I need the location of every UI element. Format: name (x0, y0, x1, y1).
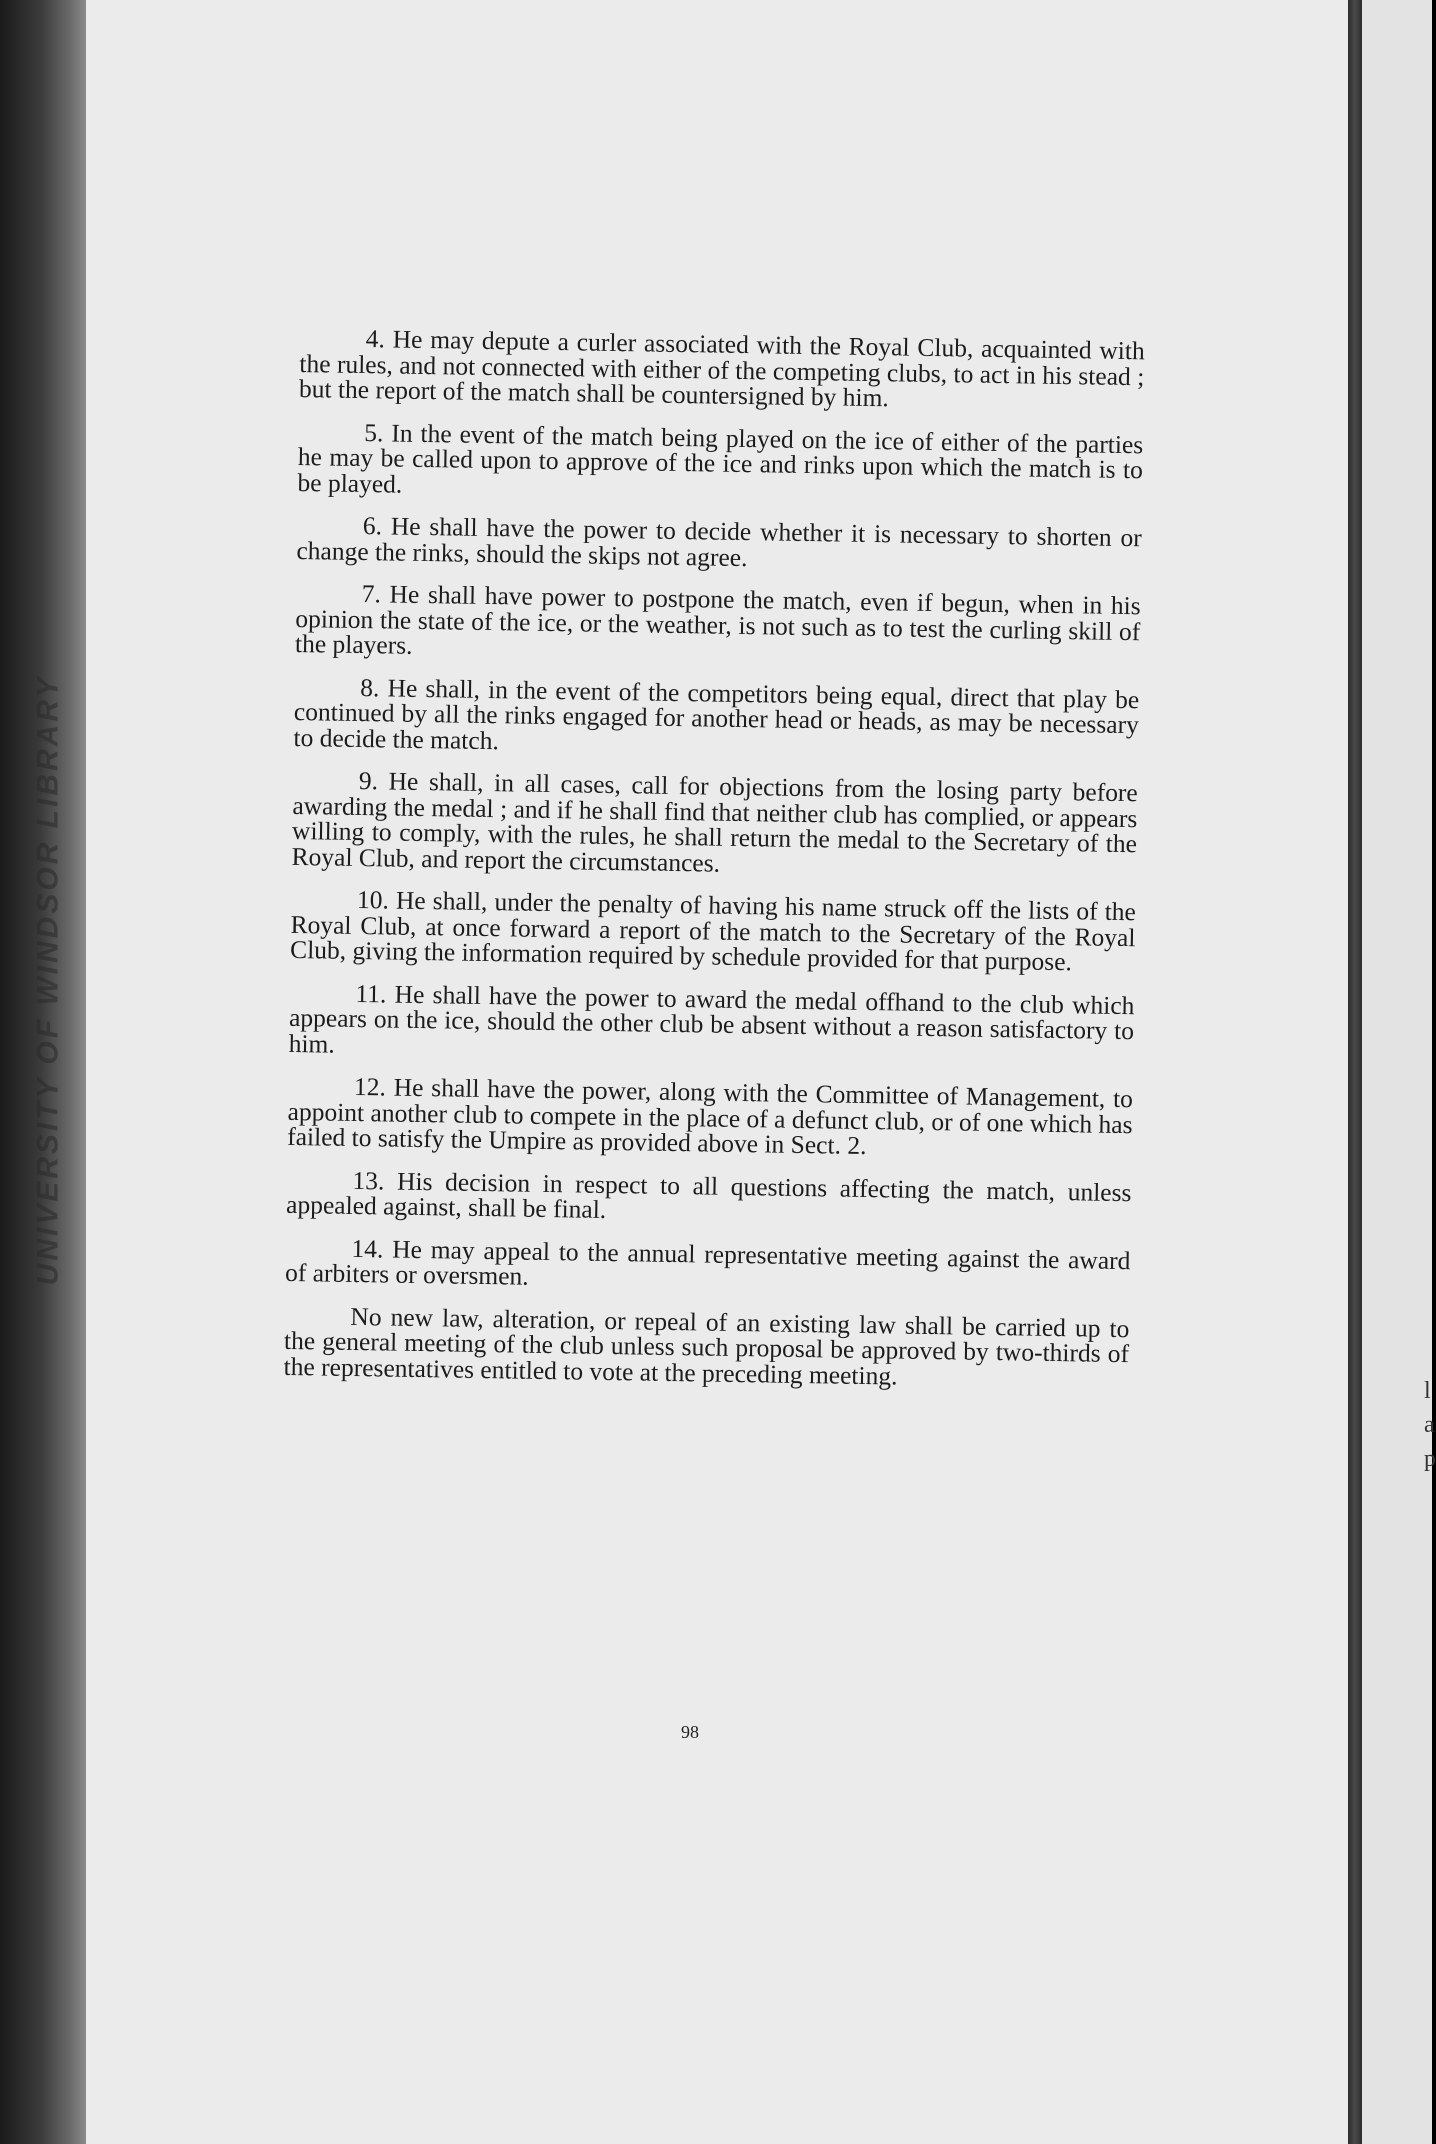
rule-paragraph: 9. He shall, in all cases, call for objections from the losing party before awarding the medal ; and if he shall find that neither club has complied, or appears willing to comply, with the rules, he shall return the medal to the Secretary of the Royal Club, and report the circumstances. (291, 765, 1138, 878)
page-number: 98 (681, 1722, 699, 1742)
library-stamp-text: UNIVERSITY OF WINDSOR LIBRARY (31, 674, 64, 1286)
rule-paragraph: 5. In the event of the match being played on the ice of either of the parties he may be called upon to approve of the ice and rinks upon which the match is to be played. (297, 417, 1144, 499)
rule-paragraph: 4. He may depute a curler associated with the Royal Club, acquainted with the rules, and not connected with either of the competing clubs, to act in his stead ; but the report of the match shall be countersigned by him. (298, 324, 1145, 413)
rule-paragraph: 8. He shall, in the event of the competitors being equal, direct that play be continued by all the rinks engaged for another head or heads, as may be necessary to decide the match. (293, 672, 1140, 755)
rule-paragraph: 11. He shall have the power to award the medal offhand to the club which appears on the ice, should the other club be absent without a reason satisfactory to him. (288, 978, 1135, 1059)
facing-page (1362, 0, 1436, 2144)
rule-paragraph: 14. He may appeal to the annual representative meeting against the award of arbiters or oversmen. (284, 1233, 1131, 1291)
rule-paragraph: 10. He shall, under the penalty of having his name struck off the lists of the Royal Club, at once forward a report of the match to the Secretary of the Royal Club, giving the information required by schedule provided for that purpose. (289, 884, 1137, 977)
facing-page-fragment: a (1424, 1412, 1435, 1438)
rule-paragraph: 13. His decision in respect to all questions affecting the match, unless appealed against, shall be final. (285, 1165, 1132, 1224)
page-body (283, 325, 1145, 1409)
facing-page-fragment: l (1424, 1378, 1431, 1404)
closing-paragraph: No new law, alteration, or repeal of an existing law shall be carried up to the general meeting of the club unless such proposal be approved by two-thirds of the representatives entitled to vote at the preceding meeting. (283, 1301, 1130, 1391)
scan-left-margin (0, 0, 86, 2144)
facing-page-fragment: p (1424, 1446, 1436, 1472)
book-gutter (1348, 0, 1362, 2144)
rule-paragraph: 7. He shall have power to postpone the match, even if begun, when in his opinion the state of the ice, or the weather, is not such as to test the curling skill of the players. (294, 579, 1141, 660)
library-stamp (28, 674, 68, 1286)
rule-paragraph: 12. He shall have the power, along with the Committee of Management, to appoint another club to compete in the place of a defunct club, or of one which has failed to satisfy the Umpire as provided above in Sect. 2. (287, 1071, 1134, 1160)
rule-paragraph: 6. He shall have the power to decide whether it is necessary to shorten or change the rinks, should the skips not agree. (296, 511, 1142, 572)
